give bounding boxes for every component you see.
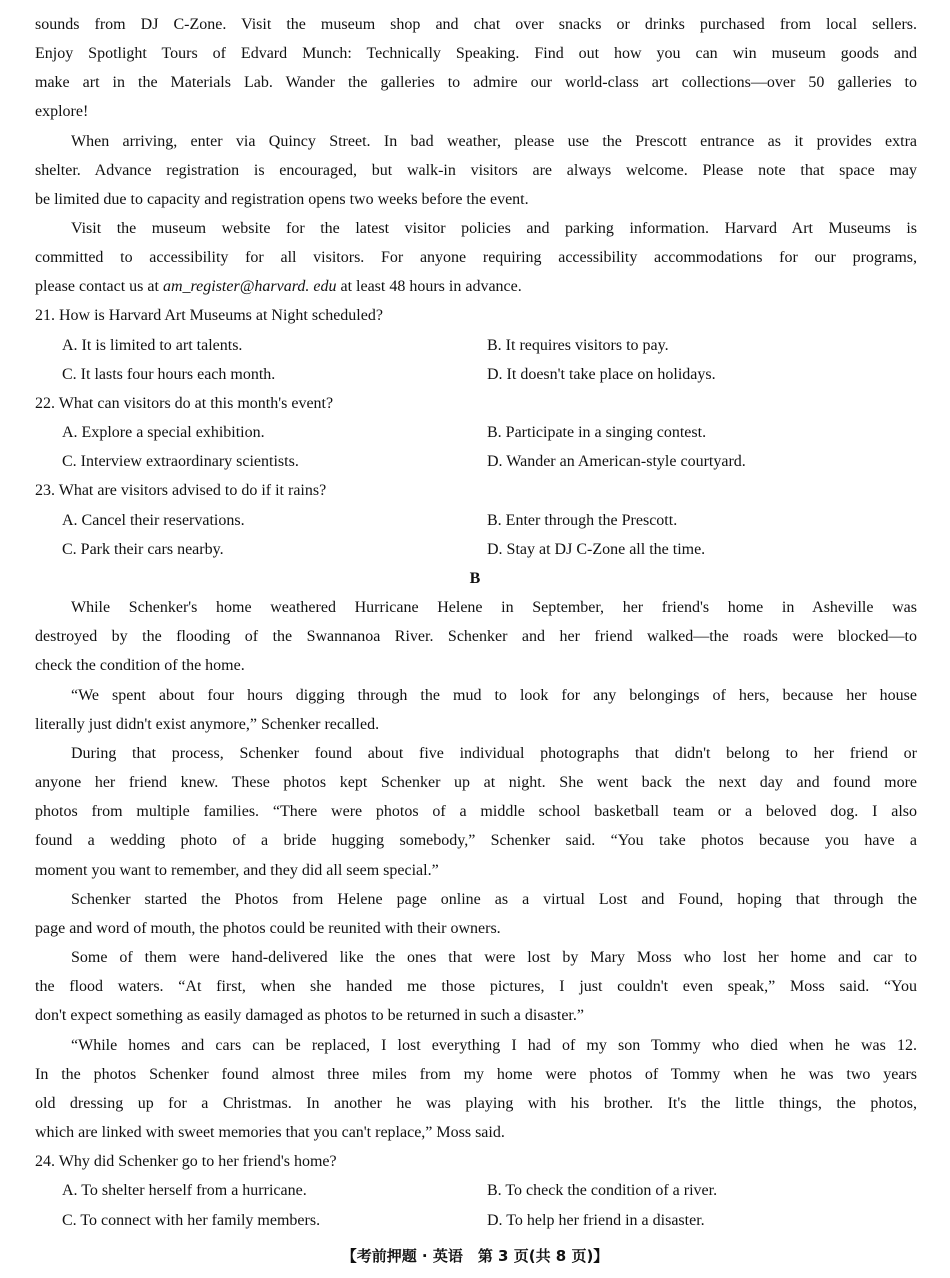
passage-line: found a wedding photo of a bride hugging somebody,” Schenker said. “You take photos because you have a [35, 832, 917, 849]
passage-line: explore! [35, 103, 89, 120]
passage-line: “While homes and cars can be replaced, I lost everything I had of my son Tommy who died when he was 12. [71, 1037, 917, 1054]
option-c: C. Park their cars nearby. [62, 541, 224, 558]
passage-line: check the condition of the home. [35, 657, 245, 674]
page-footer: 【考前押题 · 英语 第 3 页(共 8 页)】 [341, 1247, 609, 1265]
passage-line: shelter. Advance registration is encouraged, but walk-in visitors are always welcome. Please note that space may [35, 162, 917, 179]
option-b: B. Participate in a singing contest. [487, 424, 707, 441]
option-a: A. To shelter herself from a hurricane. [62, 1182, 307, 1199]
option-a: A. It is limited to art talents. [62, 337, 243, 354]
contact-email: am_register@harvard. edu [162, 278, 337, 295]
passage-line: literally just didn't exist anymore,” Schenker recalled. [35, 716, 380, 733]
passage-line: page and word of mouth, the photos could be reunited with their owners. [35, 920, 501, 937]
passage-line: “We spent about four hours digging through the mud to look for any belongings of hers, because her house [71, 687, 917, 704]
passage-line: old dressing up for a Christmas. In another he was playing with his brother. It's the little things, the photos, [35, 1095, 917, 1112]
passage-line: destroyed by the flooding of the Swannanoa River. Schenker and her friend walked—the roads were blocked—to [35, 628, 917, 645]
passage-line: Enjoy Spotlight Tours of Edvard Munch: Technically Speaking. Find out how you can win museum goods and [35, 45, 917, 62]
passage-line: During that process, Schenker found about five individual photographs that didn't belong to her friend or [71, 745, 917, 762]
passage-line: committed to accessibility for all visitors. For anyone requiring accessibility accommodations for our programs, [35, 249, 917, 266]
contact-pre: please contact us at [35, 278, 163, 295]
passage-line: Schenker started the Photos from Helene page online as a virtual Lost and Found, hoping that through the [71, 891, 917, 908]
passage-line: Some of them were hand-delivered like the ones that were lost by Mary Moss who lost her home and car to [71, 949, 917, 966]
passage-line: anyone her friend knew. These photos kept Schenker up at night. She went back the next day and found more [35, 774, 917, 791]
question-stem: 24. Why did Schenker go to her friend's home? [35, 1153, 337, 1170]
passage-line: When arriving, enter via Quincy Street. In bad weather, please use the Prescott entrance as it provides extra [71, 133, 917, 150]
contact-line [35, 272, 917, 301]
passage-line: the flood waters. “At first, when she handed me those pictures, I just couldn't even speak,” Moss said. “You [35, 978, 917, 995]
option-b: B. To check the condition of a river. [487, 1182, 718, 1199]
option-a: A. Explore a special exhibition. [62, 424, 265, 441]
passage-line: Visit the museum website for the latest visitor policies and parking information. Harvard Art Museums is [71, 220, 917, 237]
option-b: B. It requires visitors to pay. [487, 337, 669, 354]
option-d: D. To help her friend in a disaster. [487, 1212, 705, 1229]
question-stem: 21. How is Harvard Art Museums at Night scheduled? [35, 307, 383, 324]
section-heading: B [469, 570, 481, 587]
passage-line: be limited due to capacity and registration opens two weeks before the event. [35, 191, 529, 208]
passage-line: don't expect something as easily damaged as photos to be returned in such a disaster.” [35, 1007, 584, 1024]
option-b: B. Enter through the Prescott. [487, 512, 678, 529]
option-d: D. Stay at DJ C-Zone all the time. [487, 541, 706, 558]
question-stem: 23. What are visitors advised to do if it rains? [35, 482, 327, 499]
passage-line: which are linked with sweet memories that you can't replace,” Moss said. [35, 1124, 505, 1141]
passage-line: While Schenker's home weathered Hurricane Helene in September, her friend's home in Asheville was [71, 599, 917, 616]
option-c: C. Interview extraordinary scientists. [62, 453, 299, 470]
passage-line: moment you want to remember, and they did all seem special.” [35, 862, 439, 879]
question-stem: 22. What can visitors do at this month's event? [35, 395, 334, 412]
option-d: D. Wander an American-style courtyard. [487, 453, 746, 470]
option-a: A. Cancel their reservations. [62, 512, 245, 529]
contact-post: at least 48 hours in advance. [336, 278, 522, 295]
passage-line: make art in the Materials Lab. Wander the galleries to admire our world-class art collections—over 50 galleries to [35, 74, 917, 91]
passage-line: photos from multiple families. “There were photos of a middle school basketball team or a beloved dog. I also [35, 803, 917, 820]
option-c: C. It lasts four hours each month. [62, 366, 276, 383]
option-c: C. To connect with her family members. [62, 1212, 321, 1229]
option-d: D. It doesn't take place on holidays. [487, 366, 716, 383]
passage-line: In the photos Schenker found almost three miles from my home were photos of Tommy when he was two years [35, 1066, 917, 1083]
passage-line: sounds from DJ C-Zone. Visit the museum shop and chat over snacks or drinks purchased from local sellers. [35, 16, 917, 33]
